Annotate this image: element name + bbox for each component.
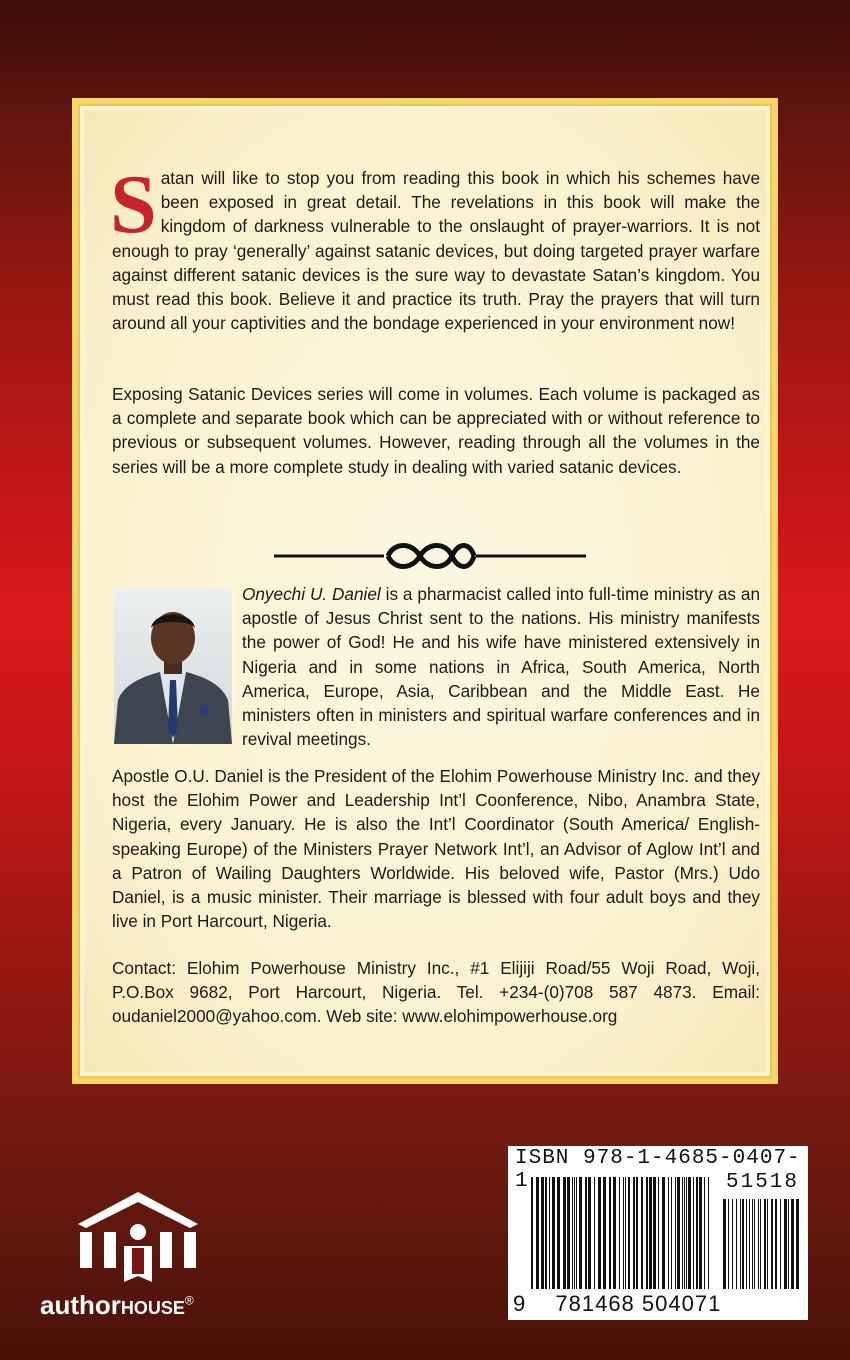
barcode-bar bbox=[549, 1177, 550, 1289]
author-bio bbox=[242, 582, 760, 751]
contact-info: Contact: Elohim Powerhouse Ministry Inc., #1 Elijiji Road/55 Woji Road, Woji, P.O.Box 9682, Port Harcourt, Nigeria. Tel. +234-(0)708 587 4873. Email: oudaniel2000@yahoo.com. Web site: www.elohimpowerhouse.org bbox=[112, 958, 760, 1027]
barcode-bar bbox=[625, 1177, 626, 1289]
divider-ornament bbox=[274, 536, 586, 576]
barcode-bar bbox=[653, 1177, 656, 1289]
author-photo bbox=[114, 588, 232, 744]
blurb-paragraph-1-text: atan will like to stop you from reading this book in which his schemes have been exposed in great detail. The revelations in this book will make the kingdom of darkness vulnerable to the onslaught of prayer-warriors. It is not enough to pray ‘generally’ against satanic devices, but doing targeted prayer warfare against different satanic devices is the sure way to devastate Satan’s kingdom. You must read this book. Believe it and practice its truth. Pray the prayers that will turn around all your captivities and the bondage experienced in your environment now! bbox=[112, 168, 760, 334]
barcode-bar bbox=[572, 1177, 573, 1289]
barcode-bar bbox=[788, 1199, 789, 1289]
barcode-bar bbox=[675, 1177, 676, 1289]
author-name: Onyechi U. Daniel bbox=[242, 584, 381, 604]
text-panel-inner bbox=[84, 110, 766, 1072]
barcode-bar bbox=[784, 1199, 787, 1289]
barcode-bar bbox=[628, 1177, 630, 1289]
barcode-bar bbox=[682, 1177, 683, 1289]
barcode-bar bbox=[771, 1199, 773, 1289]
barcode-bar bbox=[764, 1199, 766, 1289]
barcode-bar bbox=[619, 1177, 620, 1289]
barcode-bar bbox=[677, 1177, 680, 1289]
barcode-bar bbox=[598, 1177, 601, 1289]
barcode-bar bbox=[732, 1199, 733, 1289]
barcode-bar bbox=[704, 1177, 705, 1289]
barcode-bar bbox=[780, 1199, 781, 1289]
barcode-bar bbox=[603, 1177, 606, 1289]
barcode-bar bbox=[760, 1199, 761, 1289]
barcode-bar bbox=[636, 1177, 638, 1289]
barcode-bar bbox=[609, 1177, 611, 1289]
barcode-bar bbox=[668, 1177, 669, 1289]
barcode-bar bbox=[754, 1199, 755, 1289]
barcode-bar bbox=[557, 1177, 560, 1289]
price-code: 51518 bbox=[725, 1171, 799, 1194]
barcode-bar bbox=[574, 1177, 575, 1289]
ean-number bbox=[513, 1291, 803, 1317]
barcode-bar bbox=[775, 1199, 777, 1289]
barcode-bar bbox=[796, 1199, 799, 1289]
barcode-bar bbox=[728, 1199, 729, 1289]
ean-first-digit: 9 bbox=[513, 1291, 527, 1316]
barcode-bar bbox=[633, 1177, 635, 1289]
barcode-bar bbox=[541, 1177, 544, 1289]
barcode-bar bbox=[696, 1177, 698, 1289]
barcode-bar bbox=[693, 1177, 694, 1289]
barcode-bar bbox=[613, 1177, 616, 1289]
author-bio-text: is a pharmacist called into full-time ministry as an apostle of Jesus Christ sent to the nations. His ministry manifests the power of God! He and his wife have ministered extensively in Nigeria and in some nations in Africa, South America, North America, Europe, Asia, Caribbean and the Middle East. He ministers often in ministers and spiritual warfare conferences and in revival meetings. bbox=[242, 584, 761, 750]
barcode-bar bbox=[749, 1199, 750, 1289]
barcode-bar bbox=[699, 1177, 702, 1289]
barcode-bar bbox=[536, 1177, 539, 1289]
publisher-logo-text bbox=[40, 1290, 194, 1321]
barcode-bar bbox=[585, 1177, 587, 1289]
barcode-bar bbox=[752, 1199, 753, 1289]
barcode-bar bbox=[576, 1177, 577, 1289]
author-paragraph-2: Apostle O.U. Daniel is the President of the Elohim Powerhouse Ministry Inc. and they host the Elohim Power and Leadership Int’l Coonference, Nibo, Anambra State, Nigeria, every January. He is also the Int’l Coordinator (South America/ English-speaking Europe) of the Ministers Prayer Network Int’l, an Advisor of Aglow Int’l and a Patron of Wailing Daughters Worldwide. His beloved wife, Pastor (Mrs.) Udo Daniel, is a music minister. Their marriage is blessed with four adult boys and they live in Port Harcourt, Nigeria. bbox=[112, 766, 760, 932]
barcode-bar bbox=[688, 1177, 691, 1289]
barcode-bar bbox=[649, 1177, 652, 1289]
barcode-bar bbox=[746, 1199, 747, 1289]
isbn-label: ISBN 978-1-4685-0407-1 bbox=[515, 1147, 801, 1193]
ean-digits: 781468 504071 bbox=[555, 1291, 722, 1316]
barcode-bar bbox=[742, 1199, 744, 1289]
publisher-name-main: author bbox=[40, 1290, 121, 1320]
barcode-bar bbox=[791, 1199, 794, 1289]
barcode-bar bbox=[686, 1177, 687, 1289]
barcode-bar bbox=[662, 1177, 665, 1289]
barcode-bar bbox=[708, 1177, 709, 1289]
barcode-bar bbox=[552, 1177, 555, 1289]
barcode-bar bbox=[684, 1177, 685, 1289]
barcode-bar bbox=[671, 1177, 672, 1289]
blurb-paragraph-2: Exposing Satanic Devices series will come in volumes. Each volume is packaged as a complete and separate book which can be appreciated with or without reference to previous or subsequent volumes. However, reading through all the volumes in the series will be a more complete study in dealing with varied satanic devices. bbox=[112, 384, 760, 477]
barcode-bar bbox=[641, 1177, 643, 1289]
barcode-bar bbox=[767, 1199, 768, 1289]
barcode-bar bbox=[646, 1177, 648, 1289]
barcode-bar bbox=[740, 1199, 741, 1289]
barcode-bar bbox=[531, 1177, 533, 1289]
barcode-bar bbox=[723, 1199, 726, 1289]
barcode-bar bbox=[588, 1177, 591, 1289]
blurb-paragraph-1 bbox=[110, 158, 760, 335]
drop-cap: S bbox=[110, 158, 157, 251]
barcode-bar bbox=[579, 1177, 582, 1289]
barcode-bar bbox=[567, 1177, 570, 1289]
barcode-bar bbox=[758, 1199, 759, 1289]
text-panel bbox=[72, 98, 778, 1084]
barcode-bar bbox=[594, 1177, 595, 1289]
barcode-bar bbox=[658, 1177, 659, 1289]
barcode-bar bbox=[736, 1199, 737, 1289]
barcode-bar bbox=[563, 1177, 566, 1289]
isbn-barcode bbox=[508, 1146, 808, 1320]
publisher-name-house: HOUSE bbox=[120, 1298, 185, 1318]
registered-mark: ® bbox=[184, 1293, 194, 1308]
barcode-bar bbox=[545, 1177, 547, 1289]
barcode-bar bbox=[623, 1177, 624, 1289]
